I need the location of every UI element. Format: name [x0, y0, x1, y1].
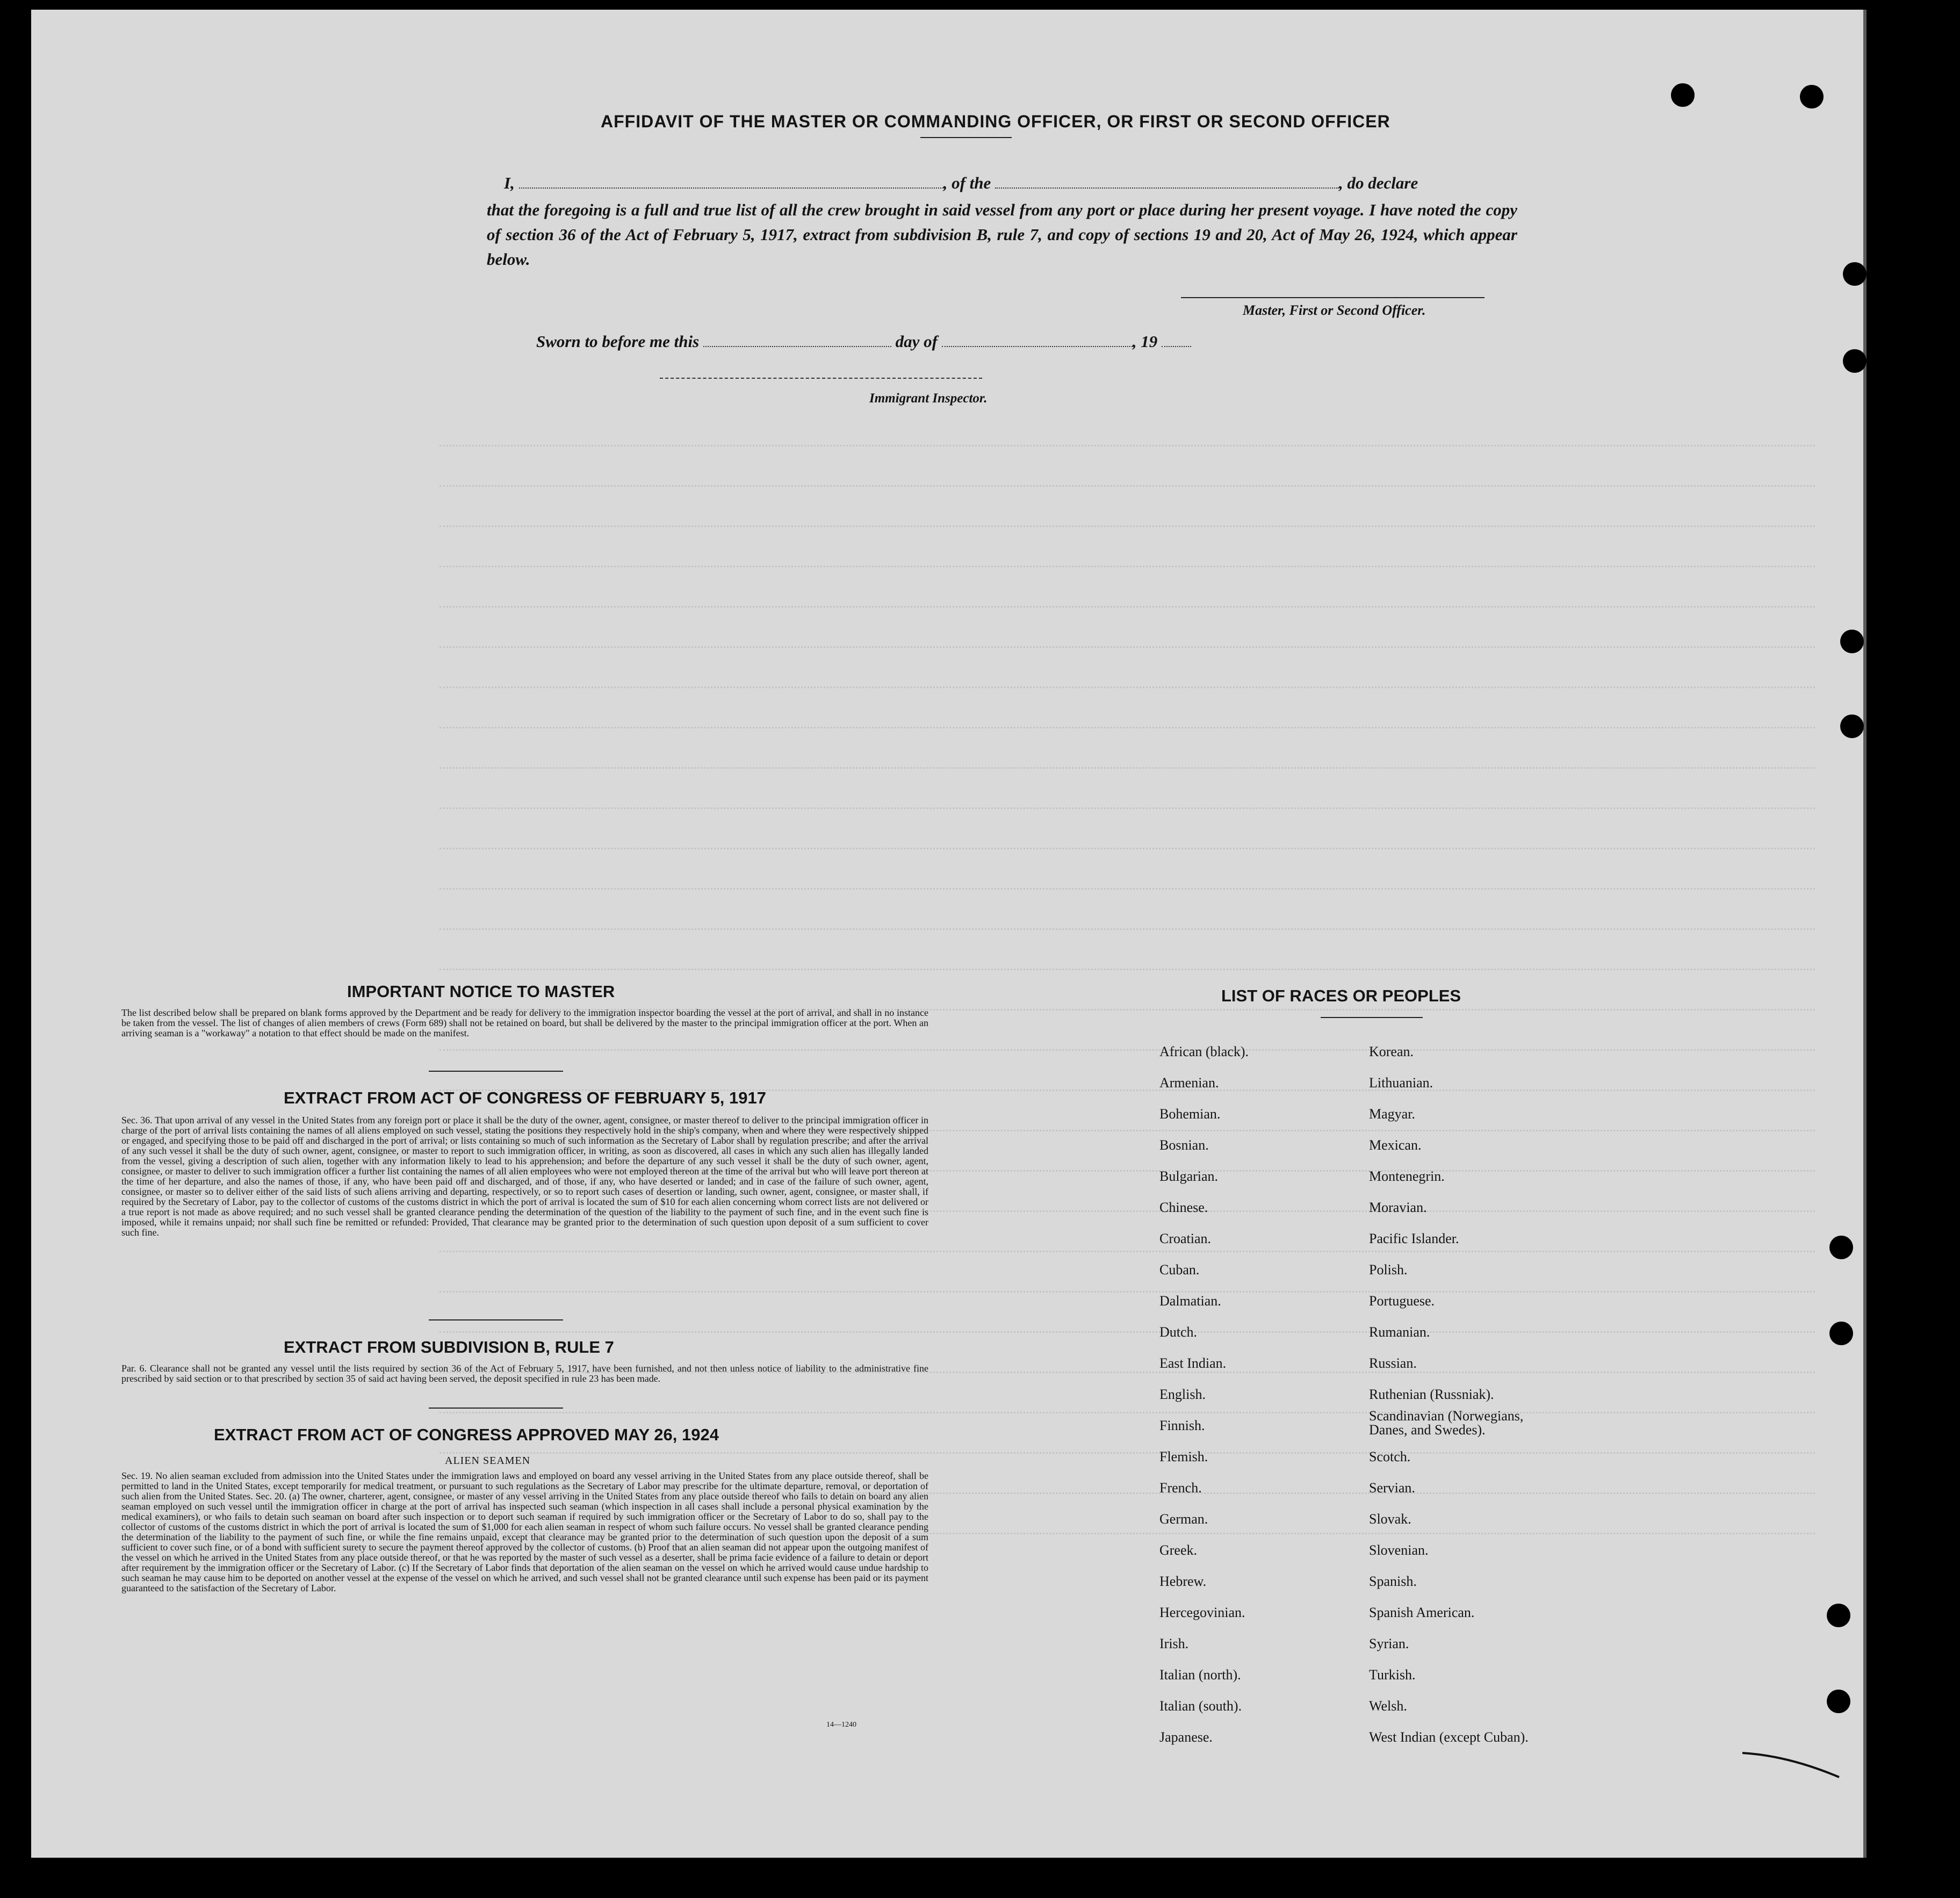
document-sheet [31, 10, 1867, 1858]
ghost-row [439, 1447, 1815, 1454]
race-item: Hebrew. [1159, 1574, 1207, 1589]
punch-hole [1671, 83, 1695, 107]
race-item: Turkish. [1369, 1667, 1416, 1683]
race-item: Spanish American. [1369, 1605, 1475, 1620]
ghost-row [439, 721, 1815, 728]
alien-seamen-subtitle: ALIEN SEAMEN [445, 1455, 531, 1467]
punch-hole [1840, 630, 1864, 653]
master-signature-label: Master, First or Second Officer. [1243, 302, 1426, 318]
race-item: Spanish. [1369, 1574, 1417, 1589]
extract-1924-title: EXTRACT FROM ACT OF CONGRESS APPROVED MAY 26, 1924 [214, 1425, 719, 1444]
sworn-year-field[interactable] [1162, 333, 1191, 347]
race-item: Moravian. [1369, 1200, 1427, 1215]
race-item: French. [1159, 1480, 1202, 1496]
ghost-row [439, 439, 1815, 446]
title-rule [920, 137, 1012, 138]
sworn-month-field[interactable] [942, 333, 1133, 347]
affidavit-declare: , do declare [1339, 174, 1418, 192]
ghost-row [439, 480, 1815, 487]
sworn-line [536, 332, 1288, 351]
race-item: Korean. [1369, 1044, 1414, 1059]
punch-hole [1827, 1604, 1850, 1627]
ghost-row [439, 963, 1815, 970]
ghost-row [439, 1326, 1815, 1333]
race-item: Mexican. [1369, 1137, 1422, 1153]
race-item: Lithuanian. [1369, 1075, 1433, 1091]
sworn-year: , 19 [1132, 332, 1158, 351]
race-item: Dalmatian. [1159, 1293, 1221, 1309]
punch-hole [1829, 1236, 1853, 1259]
ghost-row [439, 842, 1815, 849]
ghost-row [439, 601, 1815, 608]
race-item: Greek. [1159, 1542, 1198, 1558]
ghost-row [439, 1245, 1815, 1252]
ghost-row [439, 802, 1815, 809]
race-item: Flemish. [1159, 1449, 1208, 1464]
ghost-row [439, 560, 1815, 567]
race-item: Slovenian. [1369, 1542, 1429, 1558]
ghost-row [439, 1044, 1815, 1051]
sworn-day-field[interactable] [703, 333, 891, 347]
race-item: Japanese. [1159, 1729, 1213, 1745]
race-item: Russian. [1369, 1355, 1417, 1371]
extract-rule7-title: EXTRACT FROM SUBDIVISION B, RULE 7 [284, 1338, 614, 1356]
punch-hole [1829, 1322, 1853, 1345]
vessel-field[interactable] [995, 175, 1339, 189]
affidavit-of-the: , of the [943, 174, 991, 192]
inspector-signature-label: Immigrant Inspector. [869, 391, 988, 406]
race-item: Scandinavian (Norwegians, Danes, and Swedes). [1369, 1408, 1524, 1438]
affidavit-title: AFFIDAVIT OF THE MASTER OR COMMANDING OFFICER, OR FIRST OR SECOND OFFICER [601, 112, 1390, 131]
divider-1 [429, 1071, 563, 1072]
affidavit-line1 [504, 174, 1579, 193]
affidavit-i: I, [504, 174, 515, 192]
divider-3 [429, 1408, 563, 1409]
race-item: Ruthenian (Russniak). [1369, 1387, 1494, 1402]
ghost-row [439, 1406, 1815, 1413]
race-item: Bosnian. [1159, 1137, 1209, 1153]
race-item: Italian (north). [1159, 1667, 1241, 1683]
race-item: Irish. [1159, 1636, 1189, 1651]
ghost-row [439, 1286, 1815, 1293]
affidavit-body: that the foregoing is a full and true list of all the crew brought in said vessel from any port or place during her present voyage. I have noted the copy of section 36 of the Act of February 5, 1917, extract from subdivision B, rule 7, and copy of sections 19 and 20, Act of May 26, 1924, which appear below. [487, 200, 1517, 269]
race-item: Finnish. [1159, 1418, 1205, 1433]
race-item: Bulgarian. [1159, 1168, 1219, 1184]
race-item: East Indian. [1159, 1355, 1227, 1371]
race-item: West Indian (except Cuban). [1369, 1729, 1529, 1745]
races-title: LIST OF RACES OR PEOPLES [1221, 986, 1461, 1005]
race-item: African (black). [1159, 1044, 1249, 1059]
race-item: Italian (south). [1159, 1698, 1242, 1714]
race-item: Polish. [1369, 1262, 1408, 1278]
extract-1917-title: EXTRACT FROM ACT OF CONGRESS OF FEBRUARY 5, 1917 [284, 1088, 766, 1107]
race-item: English. [1159, 1387, 1206, 1402]
race-item: Croatian. [1159, 1231, 1212, 1246]
race-item: Hercegovinian. [1159, 1605, 1245, 1620]
name-field[interactable] [519, 175, 943, 189]
race-item: Armenian. [1159, 1075, 1219, 1091]
punch-hole [1843, 349, 1867, 373]
extract-rule7-text: Par. 6. Clearance shall not be granted any vessel until the lists required by section 36 of the Act of February 5, 1917, have been furnished, and not then unless notice of liability to the administrative fine prescribed by said section or to that prescribed by section 35 of said act having been served, the deposit specified in rule 23 has been made. [121, 1363, 928, 1384]
race-item: Magyar. [1369, 1106, 1415, 1122]
race-item: Chinese. [1159, 1200, 1208, 1215]
extract-1924-text: Sec. 19. No alien seaman excluded from admission into the United States under the immigration laws and employed on board any vessel arriving in the United States from any place outside thereof, shall be permitted to land in the United States, except temporarily for medical treatment, or pursuant to such regulations as the Secretary of Labor may prescribe for the ultimate departure, removal, or deportation of such alien from the United States. Sec. 20. (a) The owner, charterer, agent, consignee, or master of any vessel arriving in the United States from any place outside thereof who fails to detain on board any alien seaman employed on such vessel until the immigration officer in charge at the port of arrival has inspected such seaman (which inspection in all cases shall include a personal physical examination by the medical examiners), or who fails to detain such seaman on board after such inspection or to deport such seaman if required by such immigration officer or the Secretary of Labor to do so, shall pay to the collector of customs of the customs district in which the port of arrival is located the sum of $1,000 for each alien seaman in respect of whom such failure occurs. No vessel shall be granted clearance pending the determination of the liability to the payment of such fine, or while the fine remains unpaid, except that clearance may be granted prior to the determination of such question upon the deposit of a sum sufficient to cover such fine, or of a bond with sufficient surety to secure the payment thereof approved by the collector of customs. (b) Proof that an alien seaman did not appear upon the outgoing manifest of the vessel on which he arrived in the United States from any place outside thereof, or that he was reported by the master of such vessel as a deserter, shall be prima facie evidence of a failure to detain or deport after requirement by the immigration officer or the Secretary of Labor. (c) If the Secretary of Labor finds that deportation of the alien seaman on the vessel on which he arrived would cause undue hardship to such seaman he may cause him to be deported on another vessel at the expense of the vessel on which he arrived, and such vessel shall not be granted clearance until such expense has been paid or its payment guaranteed to the satisfaction of the Secretary of Labor. [121, 1470, 928, 1593]
form-number: 14—1240 [826, 1721, 856, 1729]
race-item: Pacific Islander. [1369, 1231, 1459, 1246]
race-item: Bohemian. [1159, 1106, 1221, 1122]
notice-text: The list described below shall be prepared on blank forms approved by the Department and be ready for delivery to the immigration inspector boarding the vessel at the port of arrival, and shall in no instance be taken from the vessel. The list of changes of alien members of crews (Form 689) shall not be retained on board, but shall be delivered by the master to the principal immigration officer at the port. When an arriving seaman is a "workaway" a notation to that effect should be made on the manifest. [121, 1007, 928, 1038]
ghost-row [439, 641, 1815, 648]
race-item: Cuban. [1159, 1262, 1200, 1278]
race-item: Scotch. [1369, 1449, 1411, 1464]
races-rule [1321, 1017, 1423, 1018]
inspector-signature-line[interactable] [660, 378, 982, 379]
race-item: Slovak. [1369, 1511, 1411, 1527]
race-item: German. [1159, 1511, 1208, 1527]
race-item: Dutch. [1159, 1324, 1198, 1340]
sworn-day-of: day of [895, 332, 938, 351]
punch-hole [1800, 85, 1824, 109]
race-item: Rumanian. [1369, 1324, 1430, 1340]
ghost-row [439, 762, 1815, 769]
sworn-text: Sworn to before me this [536, 332, 700, 351]
punch-hole [1827, 1690, 1850, 1713]
race-item: Welsh. [1369, 1698, 1407, 1714]
ghost-row [439, 923, 1815, 930]
ghost-row [439, 681, 1815, 688]
master-signature-line[interactable] [1181, 297, 1485, 298]
ghost-row [439, 883, 1815, 890]
punch-hole [1840, 715, 1864, 738]
race-item: Montenegrin. [1369, 1168, 1445, 1184]
race-item: Servian. [1369, 1480, 1415, 1496]
pen-stroke-mark [1740, 1742, 1847, 1785]
extract-1917-text: Sec. 36. That upon arrival of any vessel in the United States from any foreign port or place it shall be the duty of the owner, agent, consignee, or master thereof to deliver to the principal immigration officer in charge of the port of arrival lists containing the names of all aliens employed on such vessel, stating the positions they respectively hold in the ship's company, when and where they were respectively shipped or engaged, and specifying those to be paid off and discharged in the port of arrival; or lists containing so much of such information as the Secretary of Labor shall by regulation prescribe; and after the arrival of any such vessel it shall be the duty of such owner, agent, consignee, or master to report to such immigration officer, in writing, as soon as discovered, all cases in which any such alien has illegally landed from the vessel, giving a description of such alien, together with any information likely to lead to his apprehension; and before the departure of any such vessel it shall be the duty of such owner, agent, consignee, or master to deliver to such immigration officer a further list containing the names of all alien employees who were not employed thereon at the time of the arrival but who will leave port thereon at the time of her departure, and also the names of those, if any, who have been paid off and discharged, and of those, if any, who have deserted or landed; and in case of the failure of such owner, agent, consignee, or master so to deliver either of the said lists of such aliens arriving and departing, respectively, or so to report such cases of desertion or landing, such owner, agent, consignee, or master shall, if required by the Secretary of Labor, pay to the collector of customs of the customs district in which the port of arrival is located the sum of $10 for each alien concerning whom correct lists are not delivered or a true report is not made as above required; and no such vessel shall be granted clearance pending the determination of the question of the liability to the payment of such fine, and in the event such fine is imposed, while it remains unpaid; nor shall such fine be remitted or refunded: Provided, That clearance may be granted prior to the determination of such question upon deposit of a sum sufficient to cover such fine. [121, 1115, 928, 1238]
notice-title: IMPORTANT NOTICE TO MASTER [347, 982, 615, 1001]
race-item: Syrian. [1369, 1636, 1409, 1651]
ghost-row [439, 520, 1815, 527]
punch-hole [1843, 262, 1867, 286]
race-item: Portuguese. [1369, 1293, 1435, 1309]
divider-2 [429, 1319, 563, 1320]
